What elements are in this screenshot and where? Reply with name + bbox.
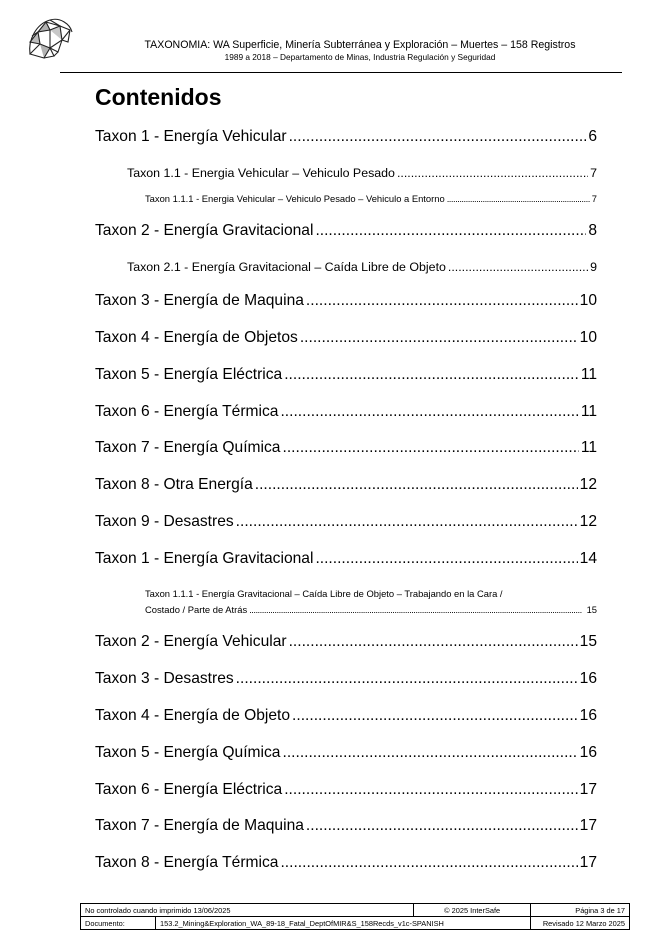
toc-page-number: 11 <box>580 366 597 383</box>
toc-entry[interactable] <box>95 222 597 240</box>
toc-page-number: 9 <box>590 260 597 274</box>
toc-entry-label-line1[interactable]: Taxon 1.1.1 - Energía Gravitacional – Caída Libre de Objeto – Trabajando en la Cara / <box>145 588 503 599</box>
toc-page-number: 16 <box>579 670 597 687</box>
toc-page-number: 16 <box>579 744 597 761</box>
toc-leader <box>292 707 578 725</box>
toc-leader <box>282 439 578 457</box>
toc-entry[interactable] <box>95 670 597 688</box>
toc-entry-label: Taxon 5 - Energía Eléctrica <box>95 366 283 383</box>
toc-entry-label: Taxon 6 - Energía Térmica <box>95 403 279 420</box>
toc-entry-label: Taxon 1.1 - Energia Vehicular – Vehiculo Pesado <box>127 166 395 180</box>
toc-entry-label: Taxon 1 - Energía Gravitacional <box>95 550 314 567</box>
toc-leader <box>255 476 578 494</box>
toc-entry[interactable] <box>95 707 597 725</box>
toc-entry-label: Taxon 3 - Energía de Maquina <box>95 292 304 309</box>
toc-entry[interactable] <box>95 744 597 762</box>
toc-entry-label: Taxon 1 - Energía Vehicular <box>95 128 287 145</box>
footer-document-name: 153.2_Mining&Exploration_WA_89-18_Fatal_DeptOfMIR&S_158Recds_v1c-SPANISH <box>156 917 531 930</box>
footer-uncontrolled-notice: No controlado cuando imprimido 13/06/2025 <box>81 904 414 917</box>
toc-entry[interactable] <box>95 439 597 457</box>
footer-copyright: © 2025 InterSafe <box>414 904 531 917</box>
toc-entry[interactable] <box>95 366 597 384</box>
toc-leader <box>236 513 578 531</box>
header-subtitle: 1989 a 2018 – Departamento de Minas, Industria Regulación y Seguridad <box>224 52 496 62</box>
toc-entry[interactable] <box>95 633 597 651</box>
footer-page-number: Página 3 de 17 <box>531 904 630 917</box>
toc-entry[interactable] <box>95 292 597 310</box>
toc-entry-label: Taxon 6 - Energía Eléctrica <box>95 781 283 798</box>
header-divider <box>60 72 622 73</box>
toc-page-number: 12 <box>579 513 597 530</box>
toc-entry[interactable] <box>95 781 597 799</box>
toc-leader <box>397 166 588 180</box>
toc-page-number: 11 <box>580 403 597 420</box>
toc-page-number: 8 <box>588 222 597 239</box>
toc-page-number: 11 <box>580 439 597 456</box>
toc-leader <box>306 292 578 310</box>
toc-entry-label: Taxon 4 - Energía de Objeto <box>95 707 291 724</box>
toc-entry-label: Taxon 5 - Energía Química <box>95 744 281 761</box>
toc-entry-label: Costado / Parte de Atrás <box>145 604 248 615</box>
toc-page-number: 17 <box>579 781 597 798</box>
footer-document-label: Documento: <box>81 917 156 930</box>
page-title: Contenidos <box>95 84 222 110</box>
toc-entry-label: Taxon 7 - Energía de Maquina <box>95 817 304 834</box>
toc-page-number: 17 <box>579 817 597 834</box>
toc-page-number: 17 <box>579 854 597 871</box>
toc-leader <box>249 604 581 615</box>
toc-entry-label: Taxon 7 - Energía Química <box>95 439 281 456</box>
toc-entry-label: Taxon 2.1 - Energía Gravitacional – Caída Libre de Objeto <box>127 260 446 274</box>
toc-entry[interactable] <box>95 550 597 568</box>
toc-leader <box>284 781 577 799</box>
toc-leader <box>315 550 577 568</box>
toc-entry[interactable] <box>95 513 597 531</box>
toc-leader <box>289 128 587 146</box>
toc-page-number: 10 <box>579 329 597 346</box>
toc-entry[interactable] <box>95 329 597 347</box>
toc-page-number: 7 <box>591 193 597 204</box>
toc-page-number: 7 <box>590 166 597 180</box>
toc-entry[interactable] <box>95 476 597 494</box>
toc-leader <box>280 854 577 872</box>
toc-page-number: 15 <box>586 604 597 615</box>
footer-revised-date: Revisado 12 Marzo 2025 <box>531 917 630 930</box>
header-title: TAXONOMIA: WA Superficie, Minería Subterránea y Exploración – Muertes – 158 Registros <box>144 39 576 51</box>
toc-leader <box>448 260 588 274</box>
intersafe-globe-logo <box>24 14 74 64</box>
toc-leader <box>315 222 586 240</box>
toc-leader <box>306 817 578 835</box>
toc-entry-label: Taxon 1.1.1 - Energia Vehicular – Vehiculo Pesado – Vehiculo a Entorno <box>145 193 445 204</box>
toc-leader <box>447 193 590 204</box>
toc-entry[interactable] <box>145 604 597 615</box>
toc-entry[interactable] <box>95 128 597 146</box>
toc-entry-label: Taxon 3 - Desastres <box>95 670 234 687</box>
toc-entry[interactable] <box>95 403 597 421</box>
toc-entry-label: Taxon 2 - Energía Gravitacional <box>95 222 314 239</box>
toc-entry-label: Taxon 8 - Energía Térmica <box>95 854 279 871</box>
toc-page-number: 10 <box>579 292 597 309</box>
page-footer <box>80 903 630 930</box>
toc-entry[interactable] <box>145 193 597 204</box>
toc-leader <box>280 403 578 421</box>
toc-leader <box>289 633 578 651</box>
toc-entry[interactable] <box>95 817 597 835</box>
toc-page-number: 6 <box>588 128 597 145</box>
toc-page-number: 15 <box>579 633 597 650</box>
toc-leader <box>282 744 577 762</box>
toc-entry[interactable] <box>127 260 597 274</box>
toc-page-number: 16 <box>579 707 597 724</box>
toc-entry[interactable] <box>95 854 597 872</box>
toc-page-number: 12 <box>579 476 597 493</box>
toc-leader <box>236 670 578 688</box>
toc-entry-label: Taxon 8 - Otra Energía <box>95 476 253 493</box>
toc-entry-label: Taxon 2 - Energía Vehicular <box>95 633 287 650</box>
toc-leader <box>284 366 579 384</box>
toc-entry-label: Taxon 4 - Energía de Objetos <box>95 329 298 346</box>
toc-leader <box>300 329 578 347</box>
toc-entry[interactable] <box>127 166 597 180</box>
toc-page-number: 14 <box>579 550 597 567</box>
toc-entry-label: Taxon 9 - Desastres <box>95 513 234 530</box>
